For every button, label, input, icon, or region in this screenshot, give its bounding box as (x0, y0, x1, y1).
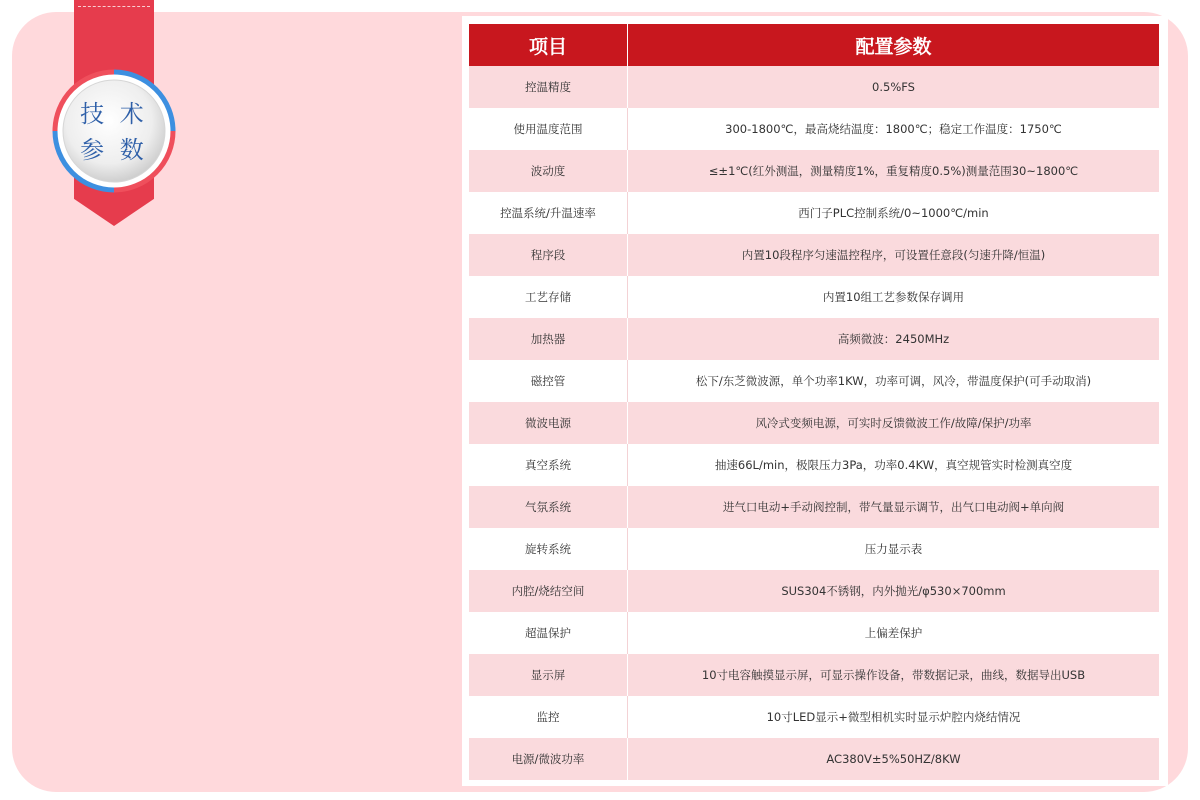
table-row (469, 654, 1159, 696)
table-row (469, 696, 1159, 738)
row-item-cell: 磁控管 (469, 360, 628, 402)
header-config: 配置参数 (628, 24, 1160, 66)
table-row (469, 528, 1159, 570)
row-value-cell: 10寸LED显示+微型相机实时显示炉腔内烧结情况 (628, 696, 1160, 738)
row-item-cell: 旋转系统 (469, 528, 628, 570)
spec-table-container (462, 16, 1168, 786)
table-row (469, 276, 1159, 318)
header-item: 项目 (469, 24, 628, 66)
table-row (469, 318, 1159, 360)
row-value-cell: 高频微波：2450MHz (628, 318, 1160, 360)
row-item-cell: 使用温度范围 (469, 108, 628, 150)
row-item-cell: 监控 (469, 696, 628, 738)
table-row (469, 66, 1159, 108)
row-value-cell: 松下/东芝微波源，单个功率1KW，功率可调，风冷，带温度保护(可手动取消) (628, 360, 1160, 402)
row-item-cell: 气氛系统 (469, 486, 628, 528)
row-value-cell: 西门子PLC控制系统/0~1000℃/min (628, 192, 1160, 234)
spec-table (469, 24, 1159, 780)
row-item-cell: 真空系统 (469, 444, 628, 486)
row-value-cell: AC380V±5%50HZ/8KW (628, 738, 1160, 780)
table-row (469, 612, 1159, 654)
row-item-cell: 电源/微波功率 (469, 738, 628, 780)
table-row (469, 570, 1159, 612)
row-item-cell: 工艺存储 (469, 276, 628, 318)
table-row (469, 192, 1159, 234)
row-item-cell: 程序段 (469, 234, 628, 276)
row-item-cell: 控温系统/升温速率 (469, 192, 628, 234)
badge-label: 技 术 参 数 (80, 100, 148, 164)
table-row (469, 444, 1159, 486)
row-item-cell: 加热器 (469, 318, 628, 360)
row-value-cell: 0.5%FS (628, 66, 1160, 108)
row-value-cell: 300-1800℃，最高烧结温度：1800℃；稳定工作温度：1750℃ (628, 108, 1160, 150)
row-value-cell: 上偏差保护 (628, 612, 1160, 654)
row-item-cell: 显示屏 (469, 654, 628, 696)
table-row (469, 402, 1159, 444)
row-value-cell: 内置10组工艺参数保存调用 (628, 276, 1160, 318)
ribbon-stitch (78, 6, 150, 7)
row-value-cell: 内置10段程序匀速温控程序，可设置任意段(匀速升降/恒温) (628, 234, 1160, 276)
row-item-cell: 超温保护 (469, 612, 628, 654)
row-value-cell: 进气口电动+手动阀控制，带气量显示调节，出气口电动阀+单向阀 (628, 486, 1160, 528)
row-value-cell: 10寸电容触摸显示屏，可显示操作设备，带数据记录，曲线，数据导出USB (628, 654, 1160, 696)
row-value-cell: 风冷式变频电源，可实时反馈微波工作/故障/保护/功率 (628, 402, 1160, 444)
row-item-cell: 波动度 (469, 150, 628, 192)
row-item-cell: 控温精度 (469, 66, 628, 108)
table-row (469, 360, 1159, 402)
row-item-cell: 微波电源 (469, 402, 628, 444)
row-value-cell: SUS304不锈钢，内外抛光/φ530×700mm (628, 570, 1160, 612)
table-row (469, 486, 1159, 528)
row-value-cell: ≤±1℃(红外测温，测量精度1%，重复精度0.5%)测量范围30~1800℃ (628, 150, 1160, 192)
row-item-cell: 内腔/烧结空间 (469, 570, 628, 612)
table-row (469, 738, 1159, 780)
row-value-cell: 压力显示表 (628, 528, 1160, 570)
table-header-row (469, 24, 1159, 66)
table-row (469, 234, 1159, 276)
table-row (469, 150, 1159, 192)
table-row (469, 108, 1159, 150)
row-value-cell: 抽速66L/min，极限压力3Pa，功率0.4KW，真空规管实时检测真空度 (628, 444, 1160, 486)
